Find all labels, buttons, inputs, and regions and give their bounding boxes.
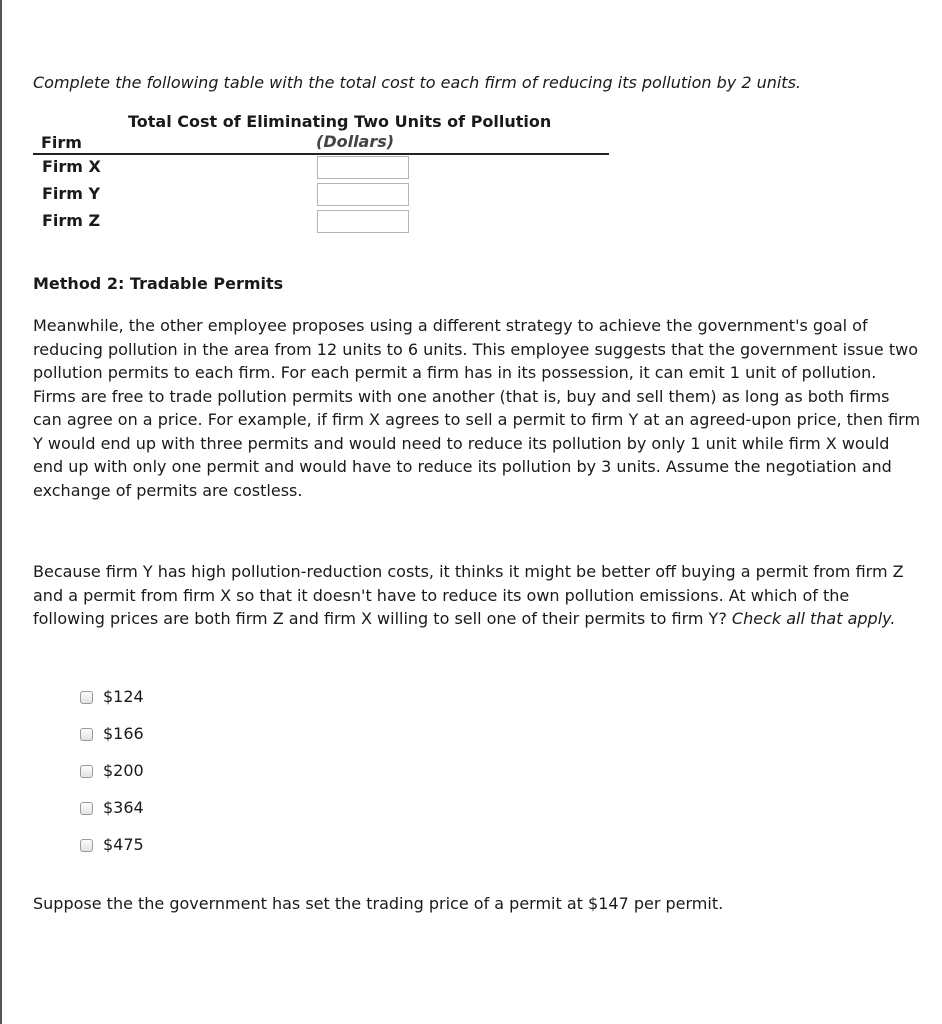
price-option[interactable] [80, 789, 144, 826]
firm-y-label: Firm Y [42, 184, 101, 203]
method-heading: Method 2: Tradable Permits [33, 274, 284, 293]
firm-column-header: Firm [41, 133, 82, 152]
closing-statement: Suppose the the government has set the trading price of a permit at $147 per permit. [33, 894, 724, 913]
header-divider [33, 153, 609, 155]
price-option-label: $475 [103, 835, 144, 854]
price-option[interactable] [80, 715, 144, 752]
firm-y-cost-input[interactable] [317, 183, 409, 206]
left-border [0, 0, 2, 1024]
checkbox-icon[interactable] [80, 765, 93, 778]
firm-z-cost-input[interactable] [317, 210, 409, 233]
price-option-label: $364 [103, 798, 144, 817]
price-option-label: $200 [103, 761, 144, 780]
question-paragraph [33, 560, 923, 631]
checkbox-icon[interactable] [80, 839, 93, 852]
question-text: Because firm Y has high pollution-reduction costs, it thinks it might be better off buying a permit from firm Z and a permit from firm X so that it doesn't have to reduce its own pollution emissions. At which of the following prices are both firm Z and firm X willing to sell one of their permits to firm Y? [33, 562, 904, 628]
checkbox-icon[interactable] [80, 691, 93, 704]
price-option[interactable] [80, 826, 144, 863]
firm-x-label: Firm X [42, 157, 101, 176]
dollars-column-header: (Dollars) [316, 132, 395, 151]
table-title: Total Cost of Eliminating Two Units of Pollution [128, 112, 552, 131]
check-all-note: Check all that apply. [731, 609, 896, 628]
table-instruction: Complete the following table with the total cost to each firm of reducing its pollution by 2 units. [33, 73, 801, 92]
price-option-label: $166 [103, 724, 144, 743]
firm-z-label: Firm Z [42, 211, 101, 230]
price-options-list [80, 678, 144, 863]
price-option[interactable] [80, 752, 144, 789]
permit-description-paragraph: Meanwhile, the other employee proposes using a different strategy to achieve the government's goal of reducing pollution in the area from 12 units to 6 units. This employee suggests that the government issue two pollution permits to each firm. For each permit a firm has in its possession, it can emit 1 unit of pollution. Firms are free to trade pollution permits with one another (that is, buy and sell them) as long as both firms can agree on a price. For example, if firm X agrees to sell a permit to firm Y at an agreed-upon price, then firm Y would end up with three permits and would need to reduce its pollution by only 1 unit while firm X would end up with only one permit and would have to reduce its pollution by 3 units. Assume the negotiation and exchange of permits are costless. [33, 316, 921, 500]
checkbox-icon[interactable] [80, 802, 93, 815]
price-option-label: $124 [103, 687, 144, 706]
firm-x-cost-input[interactable] [317, 156, 409, 179]
price-option[interactable] [80, 678, 144, 715]
checkbox-icon[interactable] [80, 728, 93, 741]
